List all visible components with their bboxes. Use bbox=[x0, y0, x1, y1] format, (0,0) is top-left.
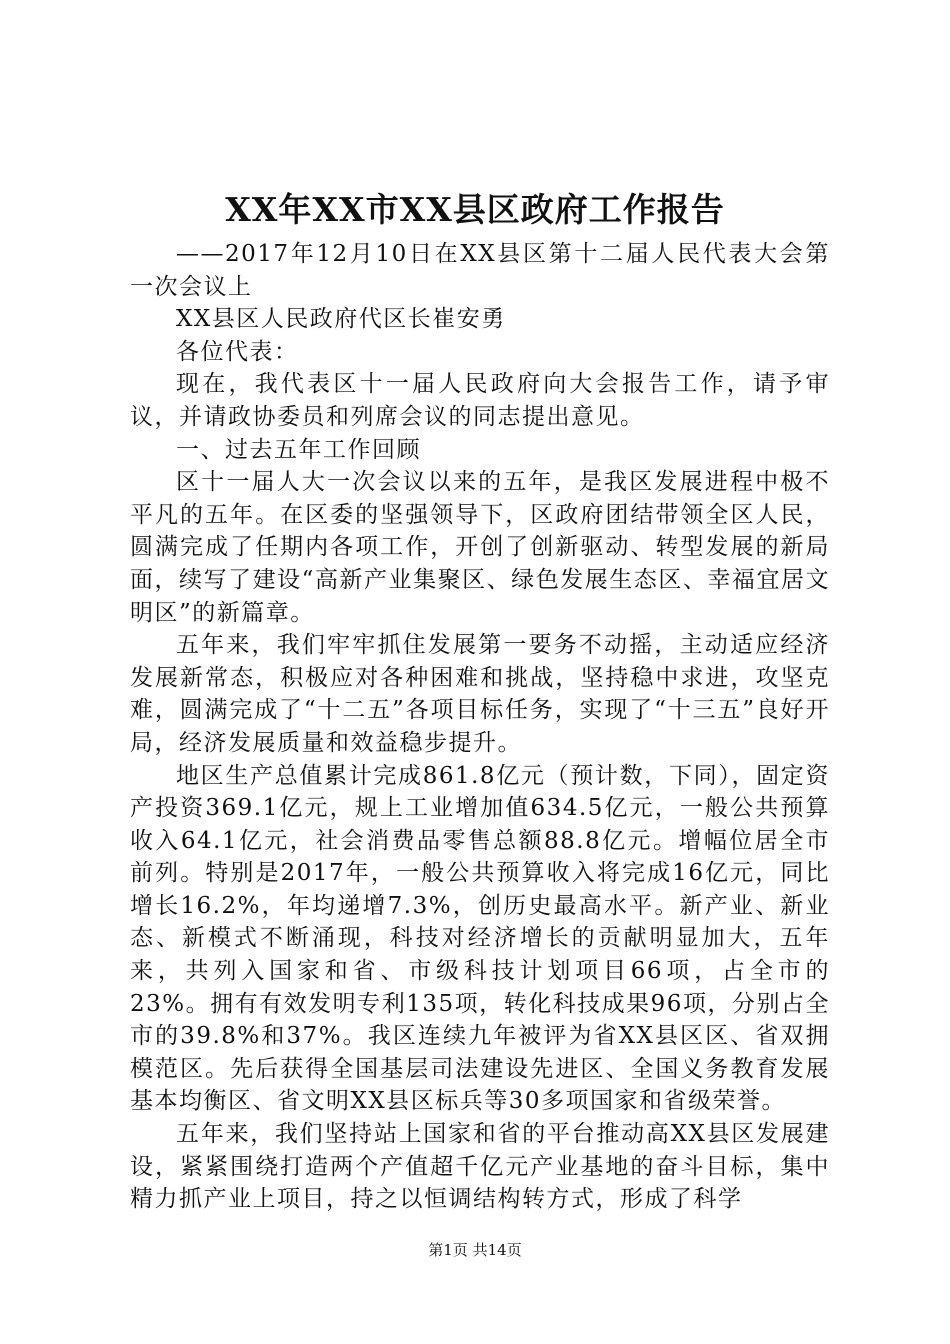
body-paragraph: 区十一届人大一次会议以来的五年，是我区发展进程中极不平凡的五年。在区委的坚强领导下，区政府团结带领全区人民，圆满完成了任期内各项工作，开创了创新驱动、转型发展的新局面，续写了建设“高新产业集聚区、绿色发展生态区、幸福宜居文明区”的新篇章。 bbox=[130, 469, 830, 626]
subtitle-paragraph: ——2017年12月10日在XX县区第十二届人民代表大会第一次会议上 bbox=[130, 241, 830, 300]
body-paragraph: 现在，我代表区十一届人民政府向大会报告工作，请予审议，并请政协委员和列席会议的同志提出意见。 bbox=[130, 371, 830, 430]
document-body bbox=[130, 238, 830, 1216]
body-paragraph: 五年来，我们坚持站上国家和省的平台推动高XX县区发展建设，紧紧围绕打造两个产值超千亿元产业基地的奋斗目标，集中精力抓产业上项目，持之以恒调结构转方式，形成了科学 bbox=[130, 1121, 830, 1213]
body-paragraph: 地区生产总值累计完成861.8亿元（预计数，下同），固定资产投资369.1亿元，规上工业增加值634.5亿元，一般公共预算收入64.1亿元，社会消费品零售总额88.8亿元。增幅位居全市前列。特别是2017年，一般公共预算收入将完成16亿元，同比增长16.2%，年均递增7.3%，创历史最高水平。新产业、新业态、新模式不断涌现，科技对经济增长的贡献明显加大，五年来，共列入国家和省、市级科技计划项目66项，占全市的23%。拥有有效发明专利135项，转化科技成果96项，分别占全市的39.8%和37%。我区连续九年被评为省XX县区区、省双拥模范区。先后获得全国基层司法建设先进区、全国义务教育发展基本均衡区、省文明XX县区标兵等30多项国家和省级荣誉。 bbox=[130, 762, 830, 1115]
document-title: XX年XX市XX县区政府工作报告 bbox=[225, 190, 725, 229]
section-heading: 一、过去五年工作回顾 bbox=[176, 436, 421, 463]
body-paragraph: 五年来，我们牢牢抓住发展第一要务不动摇，主动适应经济发展新常态，积极应对各种困难和挑战，坚持稳中求进，攻坚克难，圆满完成了“十二五”各项目标任务，实现了“十三五”良好开局，经济发展质量和效益稳步提升。 bbox=[130, 632, 830, 756]
page-footer: 第1页 共14页 bbox=[428, 1241, 522, 1259]
salutation: 各位代表： bbox=[176, 338, 299, 365]
author-line: XX县区人民政府代区长崔安勇 bbox=[176, 306, 506, 333]
